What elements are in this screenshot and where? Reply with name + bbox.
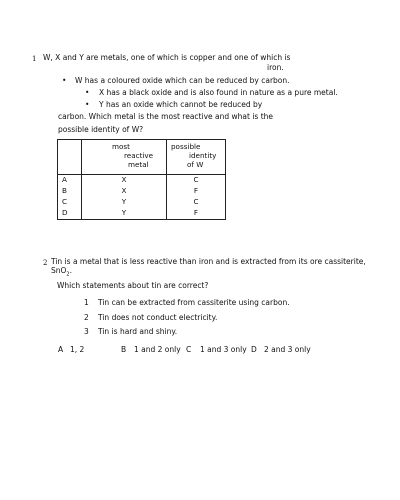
q2-statement-text: Tin is hard and shiny. [98, 327, 178, 336]
option-letter: B [58, 186, 82, 197]
table-header-identity: possible identity of W [167, 140, 226, 175]
table-header-row [58, 140, 226, 175]
q1-question-line1: carbon. Which metal is the most reactive and what is the [58, 112, 274, 121]
table-row [58, 208, 226, 220]
reactive-cell: Y [82, 208, 167, 220]
q2-statement-number: 3 [84, 327, 89, 336]
table-row [58, 197, 226, 208]
q2-option-c-letter: C [186, 345, 192, 354]
q1-bullet-w [62, 76, 290, 86]
identity-cell: F [167, 186, 226, 197]
table-header-most-reactive: most reactive metal [82, 140, 167, 175]
option-letter: A [58, 175, 82, 187]
q2-option-a-letter: A [58, 345, 64, 354]
option-letter: C [58, 197, 82, 208]
q1-bullet-y [85, 100, 262, 110]
q2-number: 2 [43, 259, 48, 267]
option-letter: D [58, 208, 82, 220]
q2-option-d-text: 2 and 3 only [264, 345, 311, 354]
q1-question-line2: possible identity of W? [58, 125, 144, 134]
reactive-cell: X [82, 175, 167, 187]
q1-number: 1 [32, 55, 37, 63]
q2-formula: SnO$_2$. [51, 266, 72, 278]
q2-option-b-letter: B [121, 345, 127, 354]
q2-statement-text: Tin can be extracted from cassiterite using carbon. [98, 298, 290, 307]
bullet-icon: • [85, 88, 90, 97]
q2-statement-number: 2 [84, 313, 89, 322]
q2-option-c-text: 1 and 3 only [200, 345, 247, 354]
identity-cell: C [167, 175, 226, 187]
q1-bullet-w-text: W has a coloured oxide which can be reduced by carbon. [75, 76, 290, 85]
q1-intro-line2: iron. [267, 63, 284, 72]
reactive-cell: X [82, 186, 167, 197]
table-row [58, 175, 226, 187]
identity-cell: F [167, 208, 226, 220]
q2-statement-number: 1 [84, 298, 89, 307]
q2-statement-text: Tin does not conduct electricity. [98, 313, 218, 322]
q1-bullet-x [85, 88, 338, 98]
reactive-cell: Y [82, 197, 167, 208]
q2-prompt: Which statements about tin are correct? [57, 281, 209, 290]
q1-bullet-x-text: X has a black oxide and is also found in nature as a pure metal. [99, 88, 338, 97]
bullet-icon: • [62, 76, 67, 85]
q1-bullet-y-text: Y has an oxide which cannot be reduced by [99, 100, 263, 109]
q2-option-d-letter: D [251, 345, 257, 354]
q1-answer-table [57, 139, 226, 220]
table-header-empty [58, 140, 82, 175]
q2-option-b-text: 1 and 2 only [134, 345, 181, 354]
bullet-icon: • [85, 100, 90, 109]
identity-cell: C [167, 197, 226, 208]
table-row [58, 186, 226, 197]
q2-option-a-text: 1, 2 [70, 345, 85, 354]
q1-intro-line1: W, X and Y are metals, one of which is copper and one of which is [43, 53, 291, 62]
q2-intro-line1: Tin is a metal that is less reactive than iron and is extracted from its ore cassiterite, [51, 257, 366, 266]
